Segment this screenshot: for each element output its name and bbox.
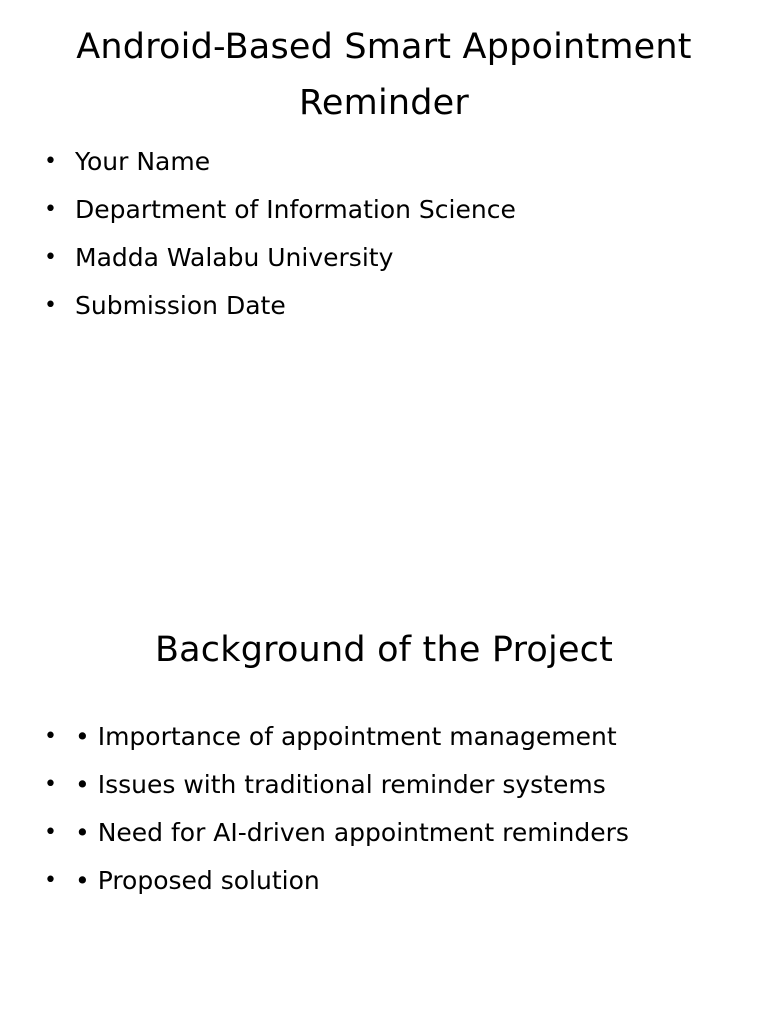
slide-title: Background of the Project — [154, 630, 614, 670]
slide-title: Android-Based Smart Appointment Reminder — [76, 27, 692, 123]
list-item — [44, 138, 744, 186]
bullet-marker: • — [44, 724, 57, 749]
submission-date-text: Submission Date — [75, 291, 286, 320]
list-item — [44, 713, 744, 761]
bullet-marker: • — [44, 293, 57, 318]
bullet-text: • Importance of appointment management — [75, 722, 617, 751]
bullet-marker: • — [44, 197, 57, 222]
bullet-list — [44, 713, 744, 905]
bullet-text: • Issues with traditional reminder systems — [75, 770, 606, 799]
author-name-text: Your Name — [75, 147, 211, 176]
list-item — [44, 282, 744, 330]
bullet-text: • Need for AI-driven appointment reminders — [75, 818, 629, 847]
list-item — [44, 857, 744, 905]
university-text: Madda Walabu University — [75, 243, 394, 272]
background-slide — [0, 512, 768, 1024]
list-item — [44, 186, 744, 234]
bullet-marker: • — [44, 149, 57, 174]
list-item — [44, 761, 744, 809]
bullet-list — [44, 138, 744, 330]
bullet-marker: • — [44, 772, 57, 797]
bullet-marker: • — [44, 245, 57, 270]
department-text: Department of Information Science — [75, 195, 516, 224]
list-item — [44, 234, 744, 282]
bullet-marker: • — [44, 868, 57, 893]
bullet-marker: • — [44, 820, 57, 845]
list-item — [44, 809, 744, 857]
bullet-text: • Proposed solution — [75, 866, 320, 895]
